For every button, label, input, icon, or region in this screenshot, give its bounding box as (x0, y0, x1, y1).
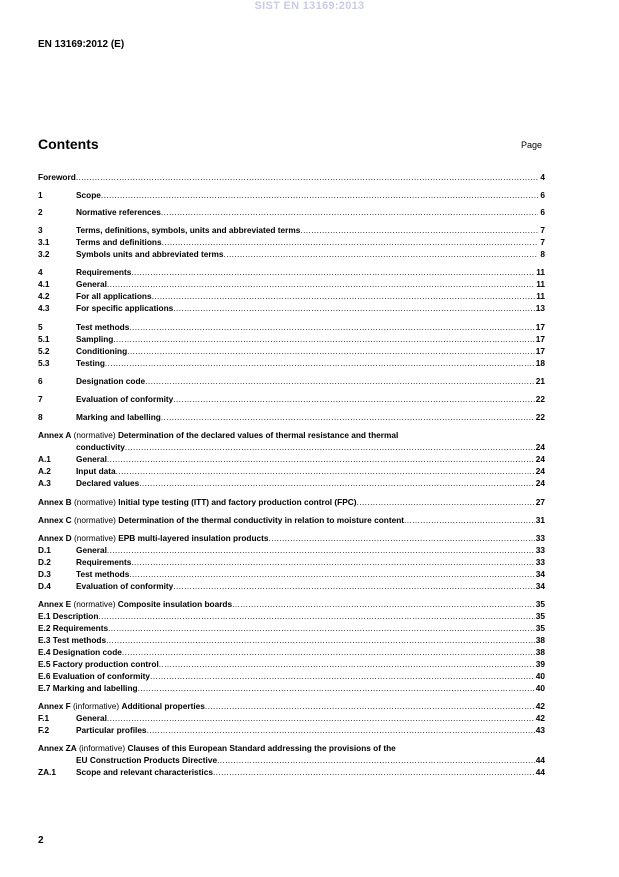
toc-entry-title: General (76, 545, 107, 555)
toc-leader-dots (107, 713, 535, 724)
toc-leader-dots (269, 533, 535, 544)
toc-entry[interactable] (38, 515, 545, 526)
toc-entry-page: 38 (535, 647, 545, 657)
toc-entry[interactable] (38, 581, 545, 592)
toc-entry-title: For all applications (76, 291, 152, 301)
toc-leader-dots (107, 279, 535, 290)
toc-entry-title: Scope (76, 190, 101, 200)
document-id: EN 13169:2012 (E) (38, 39, 125, 50)
toc-entry[interactable] (38, 442, 545, 453)
toc-entry-number: 8 (38, 412, 43, 422)
toc-leader-dots (205, 701, 535, 712)
toc-entry-title: E.7 Marking and labelling (38, 683, 138, 693)
toc-entry-number: ZA.1 (38, 767, 56, 777)
toc-entry-page: 13 (535, 303, 545, 313)
toc-entry-title: Conditioning (76, 346, 128, 356)
toc-entry[interactable] (38, 466, 545, 477)
toc-entry-title: Annex F (informative) Additional properties (38, 701, 205, 711)
toc-entry-page: 24 (535, 466, 545, 476)
toc-entry-title: EU Construction Products Directive (76, 755, 218, 765)
toc-entry-title: Scope and relevant characteristics (76, 767, 213, 777)
toc-entry-page: 35 (535, 599, 545, 609)
toc-entry-title: Annex B (normative) Initial type testing (ITT) and factory production control (FPC) (38, 497, 357, 507)
toc-entry-page: 35 (535, 623, 545, 633)
toc-entry[interactable] (38, 267, 545, 278)
toc-entry-page: 44 (535, 755, 545, 765)
toc-entry-number: D.2 (38, 557, 51, 567)
toc-entry-title: Terms and definitions (76, 237, 162, 247)
toc-entry-number: D.1 (38, 545, 51, 555)
toc-entry-number: A.3 (38, 478, 51, 488)
toc-leader-dots (145, 376, 535, 387)
toc-entry-title: E.4 Designation code (38, 647, 122, 657)
toc-entry[interactable] (38, 358, 545, 369)
toc-entry-page: 6 (540, 190, 545, 200)
toc-entry[interactable] (38, 635, 545, 646)
toc-entry-page (538, 430, 545, 441)
toc-entry-number: A.2 (38, 466, 51, 476)
toc-entry-title: Marking and labelling (76, 412, 161, 422)
toc-entry[interactable] (38, 478, 545, 489)
toc-entry[interactable] (38, 394, 545, 405)
toc-entry-number: F.1 (38, 713, 50, 723)
toc-entry[interactable] (38, 647, 545, 658)
toc-entry-page: 18 (535, 358, 545, 368)
toc-entry[interactable] (38, 755, 545, 766)
toc-entry[interactable] (38, 683, 545, 694)
toc-entry[interactable] (38, 303, 545, 314)
toc-entry-title: E.6 Evaluation of conformity (38, 671, 151, 681)
toc-entry-page: 24 (535, 442, 545, 452)
toc-entry[interactable] (38, 701, 545, 712)
toc-entry-title: General (76, 713, 107, 723)
toc-leader-dots (108, 623, 535, 634)
toc-entry[interactable] (38, 376, 545, 387)
toc-entry[interactable] (38, 623, 545, 634)
toc-leader-dots (116, 466, 535, 477)
toc-entry-number: D.4 (38, 581, 51, 591)
toc-entry-number: 7 (38, 394, 43, 404)
toc-leader-dots (150, 671, 535, 682)
toc-entry-title: Annex C (normative) Determination of the thermal conductivity in relation to moisture content (38, 515, 405, 525)
toc-leader-dots (159, 659, 535, 670)
toc-entry-page: 11 (536, 279, 545, 289)
toc-entry-page: 4 (540, 172, 545, 182)
toc-leader-dots (122, 647, 535, 658)
toc-leader-dots (224, 249, 538, 260)
toc-entry-page: 31 (535, 515, 545, 525)
toc-entry-number: 5 (38, 322, 43, 332)
toc-entry-page: 8 (540, 249, 545, 259)
toc-entry[interactable] (38, 334, 545, 345)
toc-entry-title: Foreword (38, 172, 76, 182)
toc-entry[interactable] (38, 430, 545, 441)
toc-entry-number: A.1 (38, 454, 51, 464)
toc-entry[interactable] (38, 207, 545, 218)
toc-leader-dots (98, 611, 534, 622)
toc-entry-page: 34 (535, 569, 545, 579)
toc-leader-dots (213, 767, 535, 778)
toc-entry-page: 43 (535, 725, 545, 735)
toc-entry-page: 33 (535, 557, 545, 567)
toc-entry-page: 35 (535, 611, 545, 621)
toc-entry-page: 17 (535, 346, 545, 356)
toc-entry-title: E.3 Test methods (38, 635, 107, 645)
toc-entry-page: 24 (535, 478, 545, 488)
toc-entry-title: Evaluation of conformity (76, 394, 174, 404)
toc-entry-page: 33 (535, 545, 545, 555)
toc-entry-page: 39 (535, 659, 545, 669)
toc-leader-dots (139, 478, 535, 489)
toc-leader-dots (217, 755, 535, 766)
toc-entry-number: F.2 (38, 725, 50, 735)
toc-entry-page: 11 (536, 267, 545, 277)
toc-entry-number: 4.3 (38, 303, 50, 313)
toc-entry[interactable] (38, 767, 545, 778)
toc-entry[interactable] (38, 346, 545, 357)
toc-entry-page (538, 743, 545, 754)
toc-entry[interactable] (38, 725, 545, 736)
toc-leader-dots (131, 267, 535, 278)
toc-entry[interactable] (38, 713, 545, 724)
toc-entry-page: 24 (535, 454, 545, 464)
toc-leader-dots (107, 454, 535, 465)
toc-entry-page: 44 (535, 767, 545, 777)
toc-entry-page: 33 (535, 533, 545, 543)
toc-entry-page: 34 (535, 581, 545, 591)
toc-entry-number: 3.1 (38, 237, 50, 247)
toc-entry-page: 21 (535, 376, 545, 386)
toc-entry[interactable] (38, 412, 545, 423)
toc-entry[interactable] (38, 172, 545, 183)
page-column-label: Page (521, 140, 543, 150)
toc-entry[interactable] (38, 557, 545, 568)
toc-entry-title: Normative references (76, 207, 161, 217)
toc-leader-dots (125, 442, 535, 453)
toc-entry-title: Annex ZA (informative) Clauses of this European Standard addressing the provisions of the (38, 743, 396, 753)
toc-entry-page: 40 (535, 683, 545, 693)
toc-entry[interactable] (38, 190, 545, 201)
toc-entry-number: 3 (38, 225, 43, 235)
toc-entry-title: Declared values (76, 478, 140, 488)
toc-entry-title: Test methods (76, 322, 130, 332)
toc-entry-title: Sampling (76, 334, 114, 344)
toc-entry-page: 7 (540, 225, 545, 235)
toc-entry-title: Input data (76, 466, 116, 476)
toc-entry-title: E.5 Factory production control (38, 659, 159, 669)
toc-entry-title: General (76, 454, 107, 464)
toc-leader-dots (161, 412, 535, 423)
toc-leader-dots (127, 346, 535, 357)
toc-entry-title: Particular profiles (76, 725, 147, 735)
toc-entry[interactable] (38, 249, 545, 260)
contents-title: Contents (38, 136, 99, 152)
toc-leader-dots (106, 635, 535, 646)
toc-entry-page: 7 (540, 237, 545, 247)
toc-entry-number: 4.2 (38, 291, 50, 301)
toc-entry-number: 4 (38, 267, 43, 277)
toc-entry[interactable] (38, 569, 545, 580)
toc-leader-dots (232, 599, 535, 610)
toc-entry-number: 6 (38, 376, 43, 386)
toc-entry-page: 22 (535, 412, 545, 422)
toc-leader-dots (76, 172, 538, 183)
toc-entry-page: 6 (540, 207, 545, 217)
toc-entry-title: Requirements (76, 557, 132, 567)
toc-leader-dots (173, 581, 535, 592)
toc-entry-number: 5.3 (38, 358, 50, 368)
toc-leader-dots (129, 322, 534, 333)
toc-leader-dots (101, 190, 538, 201)
toc-entry-title: E.2 Requirements (38, 623, 109, 633)
toc-entry-number: 5.2 (38, 346, 50, 356)
toc-entry[interactable] (38, 322, 545, 333)
toc-entry-page: 11 (536, 291, 545, 301)
toc-leader-dots (300, 225, 538, 236)
toc-leader-dots (173, 394, 535, 405)
toc-entry-number: 5.1 (38, 334, 50, 344)
toc-entry-page: 17 (535, 322, 545, 332)
toc-entry-page: 38 (535, 635, 545, 645)
toc-leader-dots (161, 207, 538, 218)
toc-leader-dots (162, 237, 538, 248)
toc-entry[interactable] (38, 743, 545, 754)
toc-entry-page: 42 (535, 701, 545, 711)
watermark: SIST EN 13169:2013 (254, 0, 365, 12)
toc-entry[interactable] (38, 237, 545, 248)
toc-leader-dots (398, 430, 538, 441)
toc-entry[interactable] (38, 291, 545, 302)
toc-entry-page: 40 (535, 671, 545, 681)
toc-entry-title: Evaluation of conformity (76, 581, 174, 591)
toc-entry-page: 27 (535, 497, 545, 507)
toc-leader-dots (105, 358, 535, 369)
toc-entry-number: 3.2 (38, 249, 50, 259)
toc-entry-number: 4.1 (38, 279, 50, 289)
toc-leader-dots (138, 683, 535, 694)
toc-entry[interactable] (38, 454, 545, 465)
toc-entry[interactable] (38, 533, 545, 544)
toc-entry-title: For specific applications (76, 303, 174, 313)
toc-entry-title: Requirements (76, 267, 132, 277)
toc-entry-number: 1 (38, 190, 43, 200)
toc-entry-title: Annex E (normative) Composite insulation boards (38, 599, 233, 609)
toc-entry-title: Test methods (76, 569, 130, 579)
toc-leader-dots (152, 291, 536, 302)
toc-entry-title: Symbols units and abbreviated terms (76, 249, 224, 259)
toc-entry[interactable] (38, 497, 545, 508)
toc-entry-page: 17 (535, 334, 545, 344)
toc-leader-dots (129, 569, 534, 580)
toc-leader-dots (404, 515, 535, 526)
toc-entry-title: Designation code (76, 376, 146, 386)
toc-entry-page: 42 (535, 713, 545, 723)
toc-entry[interactable] (38, 599, 545, 610)
toc-entry-page: 22 (535, 394, 545, 404)
toc-leader-dots (107, 545, 535, 556)
toc-leader-dots (131, 557, 534, 568)
toc-entry[interactable] (38, 611, 545, 622)
page-number: 2 (38, 835, 44, 846)
toc-entry-number: D.3 (38, 569, 51, 579)
toc-entry[interactable] (38, 279, 545, 290)
toc-leader-dots (147, 725, 535, 736)
toc-leader-dots (396, 743, 538, 754)
toc-entry-title: General (76, 279, 107, 289)
toc-entry-title: Annex A (normative) Determination of the declared values of thermal resistance and thermal (38, 430, 399, 440)
toc-entry[interactable] (38, 671, 545, 682)
toc-entry-title: Terms, definitions, symbols, units and abbreviated terms (76, 225, 301, 235)
toc-entry-title: Annex D (normative) EPB multi-layered insulation products (38, 533, 269, 543)
toc-entry[interactable] (38, 659, 545, 670)
toc-entry-number: 2 (38, 207, 43, 217)
toc-entry[interactable] (38, 545, 545, 556)
toc-entry-title: conductivity (76, 442, 125, 452)
toc-leader-dots (173, 303, 534, 314)
toc-entry[interactable] (38, 225, 545, 236)
toc-leader-dots (113, 334, 534, 345)
toc-leader-dots (357, 497, 535, 508)
toc-entry-title: E.1 Description (38, 611, 99, 621)
toc-entry-title: Testing (76, 358, 105, 368)
